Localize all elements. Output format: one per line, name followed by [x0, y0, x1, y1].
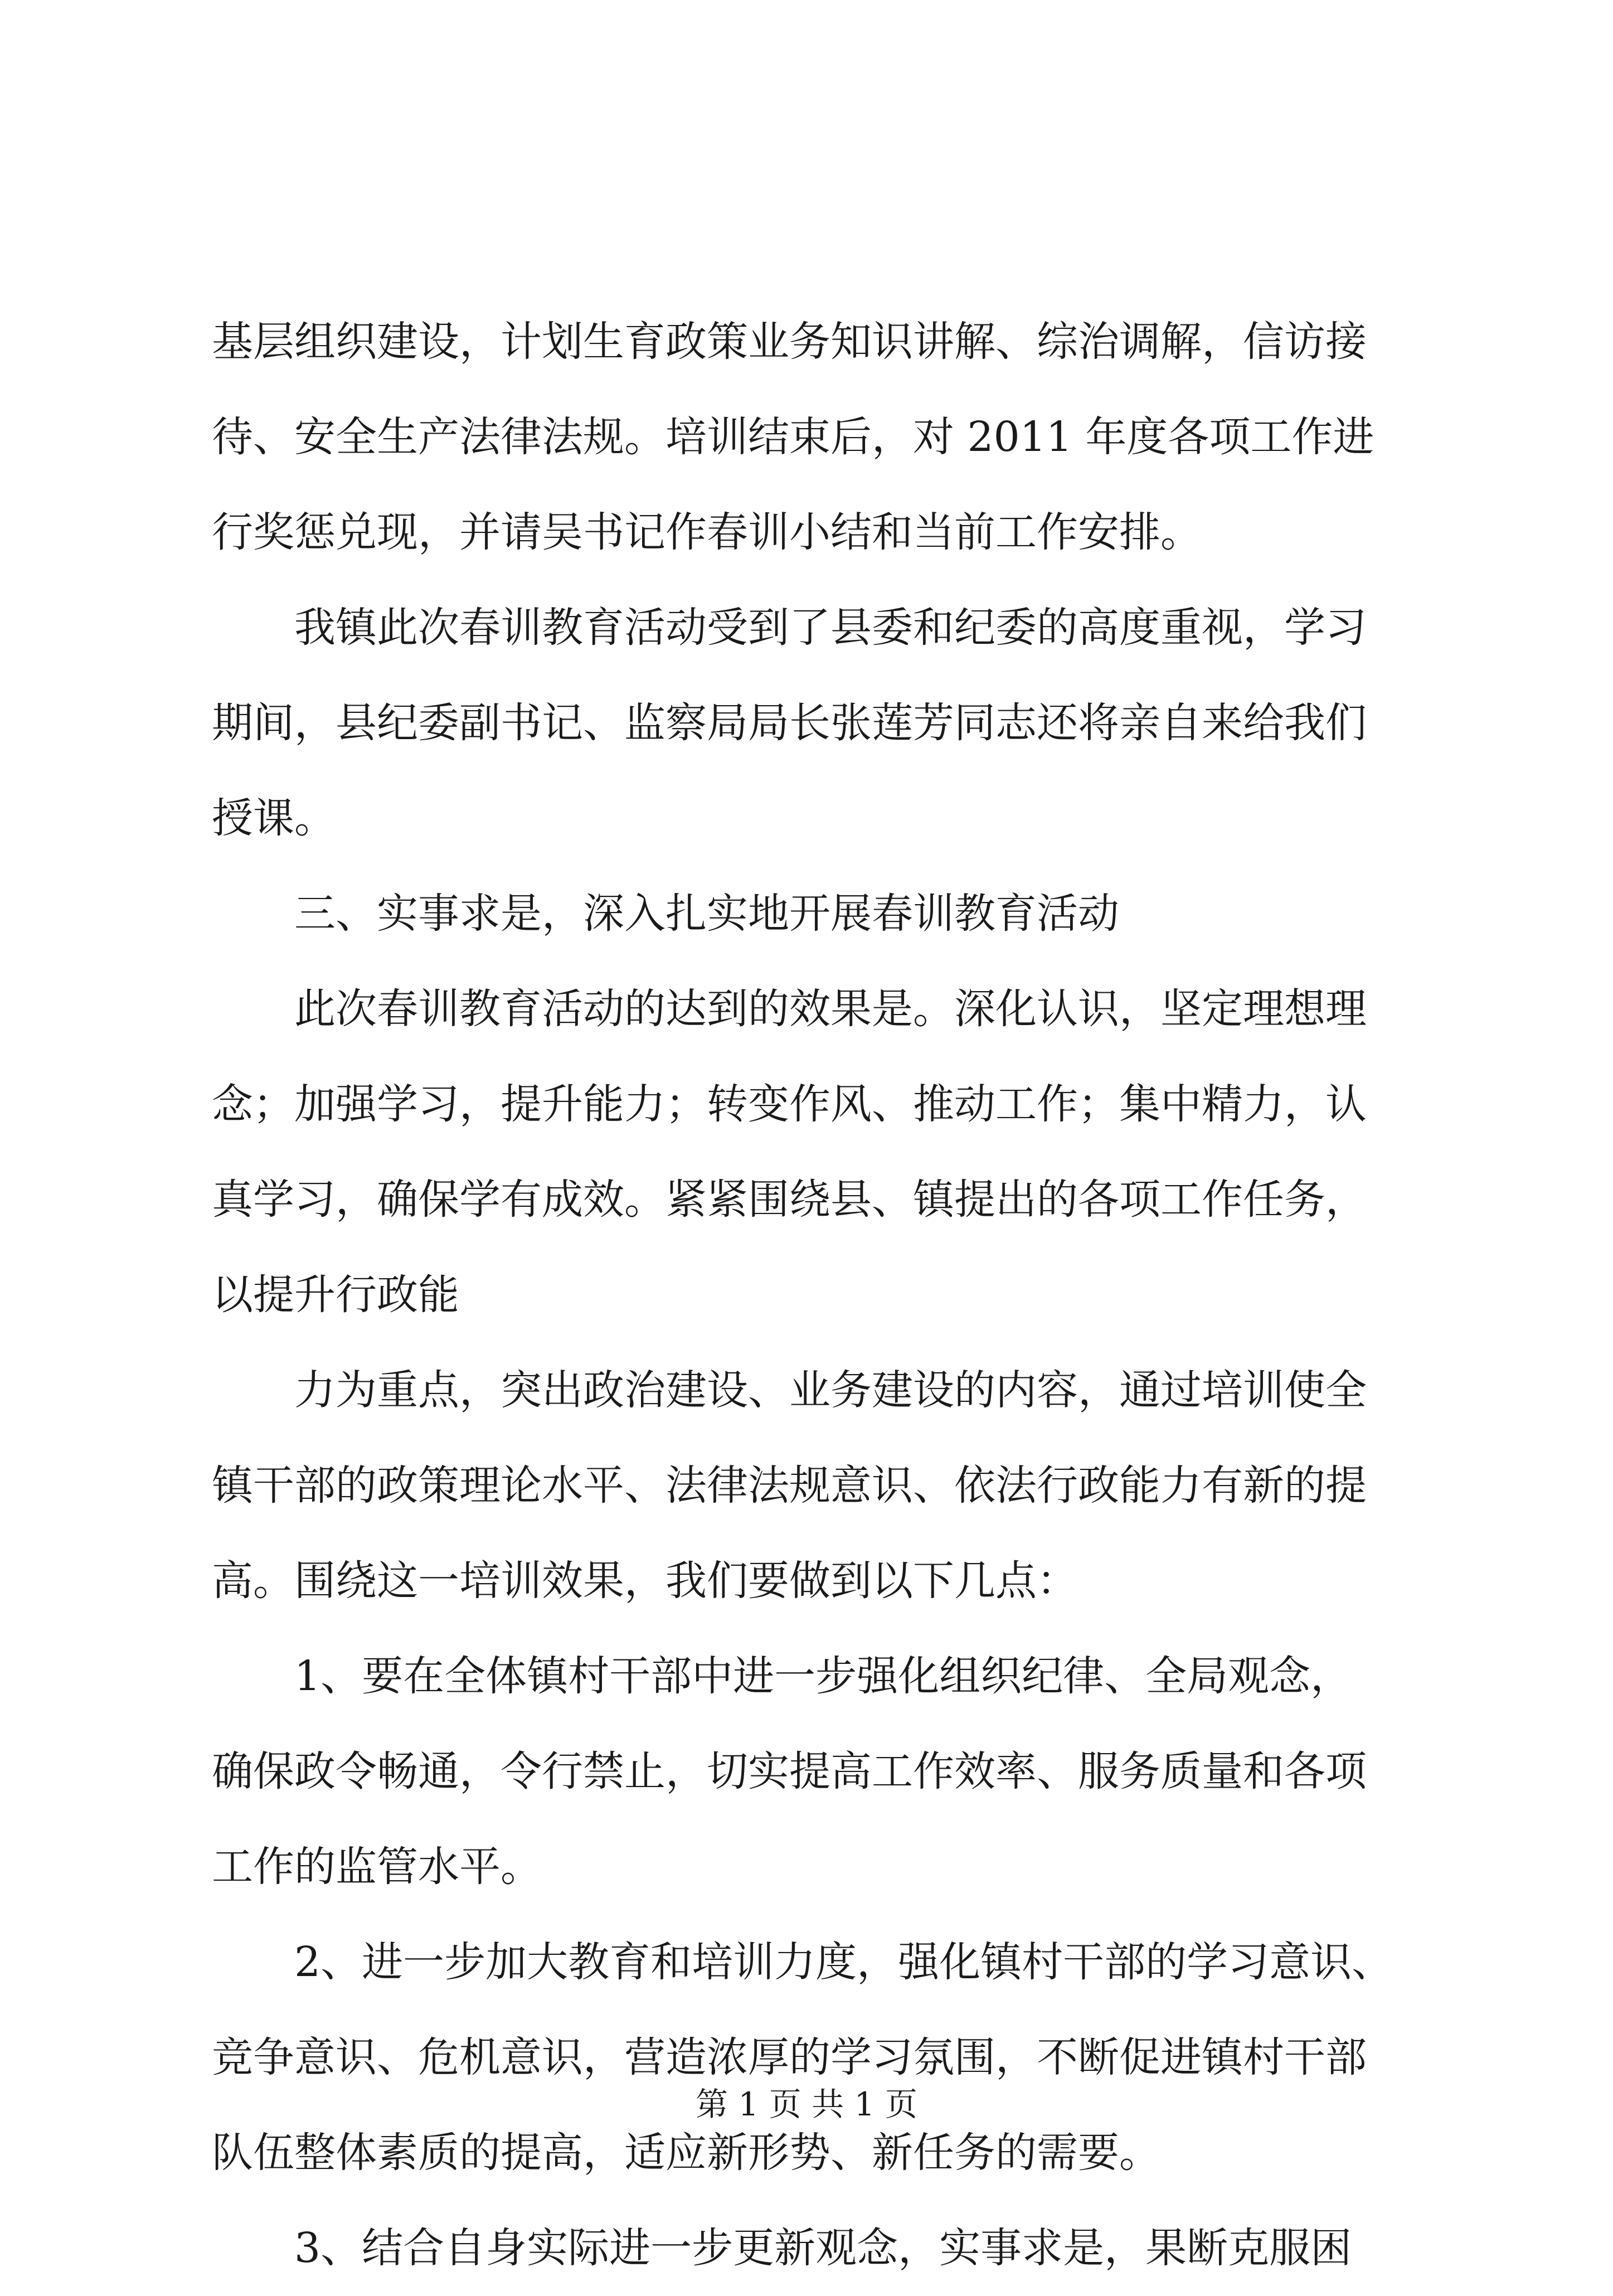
text-line: 授课。	[212, 794, 336, 842]
text-line: 工作的监管水平。	[212, 1843, 542, 1891]
text-line: 队伍整体素质的提高，适应新形势、新任务的需要。	[212, 2129, 1160, 2177]
text-line: 以提升行政能	[212, 1271, 459, 1319]
list-item-line: 1、要在全体镇村干部中进一步强化组织纪律、全局观念，	[294, 1652, 1352, 1700]
paragraph-start-line: 此次春训教育活动的达到的效果是。深化认识，坚定理想理	[294, 985, 1367, 1033]
text-line: 高。围绕这一培训效果，我们要做到以下几点：	[212, 1557, 1078, 1605]
text-line: 竞争意识、危机意识，营造浓厚的学习氛围，不断促进镇村干部	[212, 2033, 1367, 2081]
paragraph-start-line: 我镇此次春训教育活动受到了县委和纪委的高度重视，学习	[294, 604, 1367, 652]
text-line: 期间，县纪委副书记、监察局局长张莲芳同志还将亲自来给我们	[212, 699, 1367, 747]
page-number-label: 第 1 页 共 1 页	[696, 2085, 917, 2123]
section-heading: 三、实事求是，深入扎实地开展春训教育活动	[294, 890, 1119, 938]
list-item-line: 3、结合自身实际进一步更新观念，实事求是，果断克服困	[294, 2224, 1352, 2272]
text-line: 基层组织建设，计划生育政策业务知识讲解、综治调解，信访接	[212, 318, 1367, 366]
text-line: 确保政令畅通，令行禁止，切实提高工作效率、服务质量和各项	[212, 1748, 1367, 1795]
text-line: 真学习，确保学有成效。紧紧围绕县、镇提出的各项工作任务，	[212, 1176, 1367, 1224]
list-item-line: 2、进一步加大教育和培训力度，强化镇村干部的学习意识、	[294, 1938, 1393, 1986]
paragraph-start-line: 力为重点，突出政治建设、业务建设的内容，通过培训使全	[294, 1366, 1367, 1414]
text-line: 念；加强学习，提升能力；转变作风、推动工作；集中精力，认	[212, 1080, 1367, 1128]
text-line: 待、安全生产法律法规。培训结束后，对 2011 年度各项工作进	[212, 413, 1374, 461]
document-body	[212, 294, 1405, 2296]
page-footer	[0, 2082, 1613, 2127]
text-line: 行奖惩兑现，并请吴书记作春训小结和当前工作安排。	[212, 508, 1202, 556]
text-line: 镇干部的政策理论水平、法律法规意识、依法行政能力有新的提	[212, 1462, 1367, 1509]
